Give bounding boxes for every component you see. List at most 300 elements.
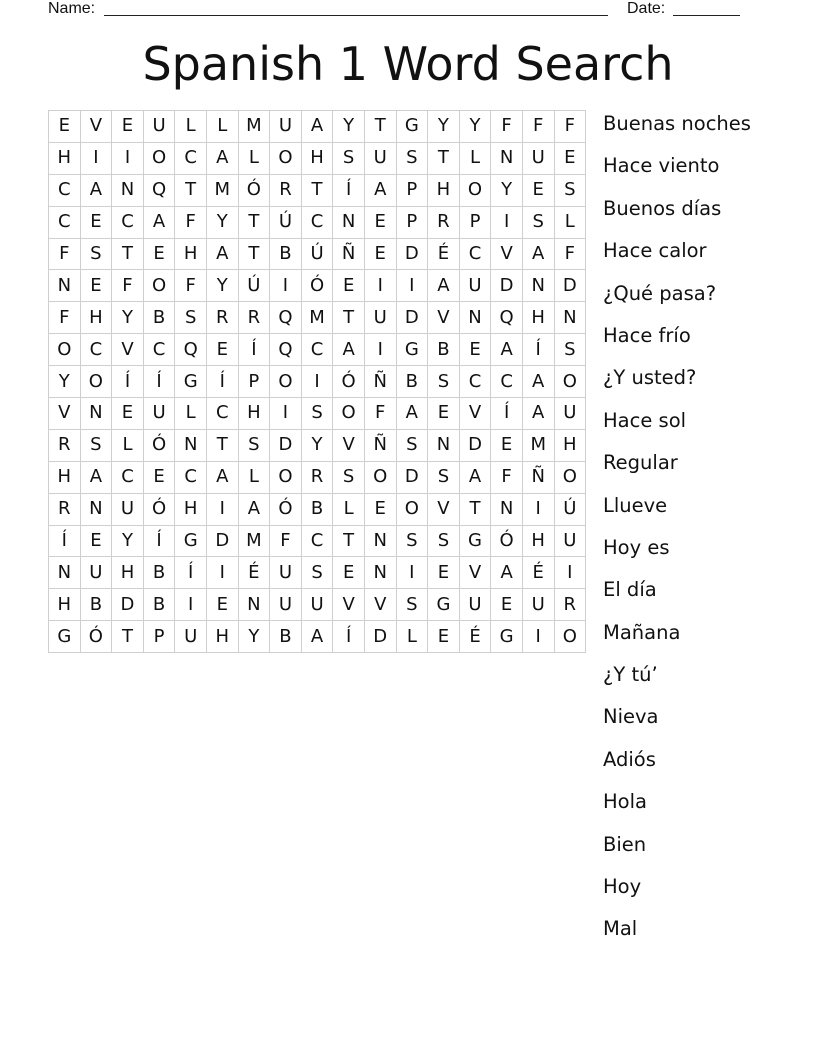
word-list-item: Regular	[603, 451, 678, 475]
grid-cell: H	[80, 302, 112, 334]
grid-cell: U	[143, 111, 175, 143]
grid-cell: U	[554, 398, 586, 430]
grid-cell: Ó	[80, 621, 112, 653]
grid-cell: C	[301, 334, 333, 366]
grid-cell: E	[364, 493, 396, 525]
grid-cell: C	[49, 174, 81, 206]
grid-cell: Í	[333, 174, 365, 206]
grid-cell: G	[175, 525, 207, 557]
grid-cell: S	[80, 429, 112, 461]
grid-cell: A	[333, 334, 365, 366]
grid-cell: P	[238, 366, 270, 398]
grid-cell: E	[80, 525, 112, 557]
grid-cell: N	[522, 270, 554, 302]
grid-cell: Ó	[301, 270, 333, 302]
grid-row	[49, 557, 586, 589]
grid-cell: O	[554, 461, 586, 493]
grid-cell: A	[522, 366, 554, 398]
grid-cell: T	[459, 493, 491, 525]
grid-cell: S	[175, 302, 207, 334]
grid-cell: S	[238, 429, 270, 461]
grid-cell: Q	[143, 174, 175, 206]
grid-cell: C	[112, 206, 144, 238]
grid-cell: E	[364, 238, 396, 270]
word-list-item: Hace calor	[603, 239, 707, 263]
grid-cell: O	[333, 398, 365, 430]
grid-cell: Y	[333, 111, 365, 143]
grid-cell: T	[333, 525, 365, 557]
grid-cell: I	[522, 493, 554, 525]
grid-cell: H	[428, 174, 460, 206]
grid-cell: E	[522, 174, 554, 206]
grid-cell: Í	[143, 525, 175, 557]
grid-cell: É	[522, 557, 554, 589]
grid-cell: H	[522, 302, 554, 334]
grid-cell: S	[333, 142, 365, 174]
grid-cell: Ú	[270, 206, 302, 238]
grid-cell: Í	[112, 366, 144, 398]
grid-cell: N	[459, 302, 491, 334]
grid-cell: C	[80, 334, 112, 366]
word-list	[603, 110, 751, 958]
grid-cell: M	[238, 111, 270, 143]
grid-cell: U	[301, 589, 333, 621]
grid-cell: U	[80, 557, 112, 589]
grid-cell: U	[364, 302, 396, 334]
word-list-item: Hace viento	[603, 154, 720, 178]
grid-cell: T	[175, 174, 207, 206]
grid-cell: D	[554, 270, 586, 302]
grid-cell: L	[112, 429, 144, 461]
grid-cell: Y	[49, 366, 81, 398]
grid-cell: G	[175, 366, 207, 398]
grid-cell: I	[301, 366, 333, 398]
grid-cell: G	[396, 111, 428, 143]
grid-cell: Ó	[238, 174, 270, 206]
grid-cell: H	[522, 525, 554, 557]
grid-row	[49, 302, 586, 334]
grid-cell: V	[364, 589, 396, 621]
grid-cell: Í	[206, 366, 238, 398]
word-list-item: Buenos días	[603, 196, 722, 220]
grid-cell: I	[206, 493, 238, 525]
grid-cell: Í	[333, 621, 365, 653]
grid-cell: D	[396, 461, 428, 493]
grid-cell: V	[428, 493, 460, 525]
grid-cell: N	[238, 589, 270, 621]
grid-cell: I	[112, 142, 144, 174]
grid-cell: A	[301, 111, 333, 143]
grid-cell: O	[49, 334, 81, 366]
grid-cell: R	[270, 174, 302, 206]
word-list-item: ¿Qué pasa?	[603, 281, 717, 305]
grid-cell: A	[238, 493, 270, 525]
grid-cell: A	[522, 238, 554, 270]
grid-row	[49, 270, 586, 302]
word-list-item: Hola	[603, 790, 647, 814]
grid-cell: H	[238, 398, 270, 430]
grid-cell: E	[428, 557, 460, 589]
grid-cell: M	[301, 302, 333, 334]
grid-cell: Y	[459, 111, 491, 143]
word-list-item: Hace sol	[603, 408, 687, 432]
grid-cell: B	[301, 493, 333, 525]
grid-cell: C	[112, 461, 144, 493]
grid-cell: B	[270, 238, 302, 270]
grid-cell: H	[49, 589, 81, 621]
grid-cell: N	[554, 302, 586, 334]
grid-cell: H	[112, 557, 144, 589]
grid-cell: R	[428, 206, 460, 238]
grid-cell: V	[333, 589, 365, 621]
grid-cell: I	[396, 557, 428, 589]
grid-cell: T	[112, 621, 144, 653]
grid-cell: Ú	[301, 238, 333, 270]
grid-cell: U	[554, 525, 586, 557]
grid-cell: C	[459, 366, 491, 398]
grid-cell: E	[143, 238, 175, 270]
grid-cell: Ú	[554, 493, 586, 525]
word-list-item: ¿Y usted?	[603, 366, 697, 390]
grid-cell: V	[459, 398, 491, 430]
grid-cell: S	[80, 238, 112, 270]
grid-cell: A	[206, 142, 238, 174]
grid-cell: H	[301, 142, 333, 174]
word-list-item: El día	[603, 578, 657, 602]
grid-cell: A	[491, 557, 523, 589]
grid-cell: C	[459, 238, 491, 270]
grid-cell: N	[80, 398, 112, 430]
grid-cell: E	[80, 206, 112, 238]
grid-cell: V	[333, 429, 365, 461]
grid-cell: V	[80, 111, 112, 143]
grid-cell: I	[364, 270, 396, 302]
grid-cell: D	[396, 302, 428, 334]
grid-cell: I	[364, 334, 396, 366]
grid-cell: R	[49, 493, 81, 525]
grid-cell: H	[175, 493, 207, 525]
grid-row	[49, 493, 586, 525]
grid-cell: F	[112, 270, 144, 302]
grid-cell: U	[364, 142, 396, 174]
grid-cell: Í	[522, 334, 554, 366]
grid-cell: N	[49, 270, 81, 302]
grid-cell: H	[49, 142, 81, 174]
grid-cell: N	[49, 557, 81, 589]
grid-cell: Y	[238, 621, 270, 653]
grid-cell: R	[206, 302, 238, 334]
grid-cell: B	[143, 557, 175, 589]
grid-cell: G	[459, 525, 491, 557]
word-list-item: Bien	[603, 832, 647, 856]
grid-cell: C	[143, 334, 175, 366]
grid-cell: G	[396, 334, 428, 366]
grid-cell: C	[491, 366, 523, 398]
grid-cell: E	[333, 270, 365, 302]
grid-cell: F	[364, 398, 396, 430]
grid-row	[49, 429, 586, 461]
grid-cell: A	[143, 206, 175, 238]
grid-cell: A	[459, 461, 491, 493]
date-blank-line	[673, 15, 740, 16]
grid-cell: F	[175, 270, 207, 302]
grid-cell: U	[143, 398, 175, 430]
grid-cell: T	[238, 206, 270, 238]
grid-cell: A	[491, 334, 523, 366]
grid-cell: Y	[112, 525, 144, 557]
grid-cell: Q	[270, 334, 302, 366]
grid-cell: M	[238, 525, 270, 557]
grid-cell: P	[396, 206, 428, 238]
grid-cell: D	[491, 270, 523, 302]
grid-cell: S	[428, 525, 460, 557]
name-label: Name:	[48, 0, 96, 17]
grid-cell: S	[554, 334, 586, 366]
grid-cell: V	[112, 334, 144, 366]
name-blank-line	[104, 15, 608, 16]
grid-row	[49, 334, 586, 366]
page-title: Spanish 1 Word Search	[142, 37, 674, 91]
grid-cell: C	[175, 461, 207, 493]
grid-cell: B	[396, 366, 428, 398]
grid-cell: O	[554, 366, 586, 398]
grid-cell: C	[49, 206, 81, 238]
grid-cell: N	[333, 206, 365, 238]
grid-cell: Ó	[333, 366, 365, 398]
grid-cell: Ó	[491, 525, 523, 557]
grid-cell: F	[491, 461, 523, 493]
grid-cell: I	[80, 142, 112, 174]
grid-cell: E	[206, 589, 238, 621]
grid-cell: Ó	[270, 493, 302, 525]
grid-cell: T	[238, 238, 270, 270]
grid-cell: N	[364, 525, 396, 557]
grid-cell: É	[428, 238, 460, 270]
grid-cell: L	[333, 493, 365, 525]
grid-cell: F	[270, 525, 302, 557]
grid-cell: L	[238, 142, 270, 174]
grid-cell: B	[80, 589, 112, 621]
grid-cell: S	[428, 366, 460, 398]
grid-cell: P	[459, 206, 491, 238]
grid-cell: E	[428, 398, 460, 430]
grid-cell: É	[238, 557, 270, 589]
grid-cell: É	[459, 621, 491, 653]
grid-cell: M	[206, 174, 238, 206]
grid-cell: A	[428, 270, 460, 302]
grid-cell: I	[522, 621, 554, 653]
grid-cell: Í	[49, 525, 81, 557]
word-list-item: ¿Y tú’	[603, 663, 658, 687]
grid-row	[49, 398, 586, 430]
grid-cell: U	[459, 589, 491, 621]
word-list-item: Mañana	[603, 620, 681, 644]
grid-cell: G	[49, 621, 81, 653]
grid-cell: Q	[270, 302, 302, 334]
grid-cell: B	[428, 334, 460, 366]
grid-cell: F	[49, 238, 81, 270]
grid-cell: I	[270, 398, 302, 430]
grid-cell: V	[459, 557, 491, 589]
grid-cell: O	[143, 142, 175, 174]
grid-row	[49, 589, 586, 621]
grid-cell: P	[396, 174, 428, 206]
grid-cell: A	[80, 174, 112, 206]
grid-row	[49, 461, 586, 493]
grid-cell: H	[49, 461, 81, 493]
grid-cell: Ñ	[333, 238, 365, 270]
grid-cell: F	[491, 111, 523, 143]
grid-cell: R	[554, 589, 586, 621]
grid-cell: L	[554, 206, 586, 238]
grid-cell: P	[143, 621, 175, 653]
grid-cell: U	[270, 557, 302, 589]
grid-cell: C	[301, 206, 333, 238]
grid-cell: E	[143, 461, 175, 493]
grid-cell: E	[206, 334, 238, 366]
grid-cell: Y	[206, 206, 238, 238]
grid-cell: H	[175, 238, 207, 270]
grid-cell: Í	[238, 334, 270, 366]
grid-cell: A	[206, 461, 238, 493]
word-list-item: Llueve	[603, 493, 668, 517]
grid-cell: Y	[206, 270, 238, 302]
grid-cell: Ñ	[364, 429, 396, 461]
grid-cell: M	[522, 429, 554, 461]
grid-cell: G	[491, 621, 523, 653]
grid-cell: A	[80, 461, 112, 493]
grid-cell: T	[112, 238, 144, 270]
grid-cell: E	[491, 589, 523, 621]
word-list-item: Hoy es	[603, 535, 670, 559]
grid-cell: O	[270, 461, 302, 493]
grid-cell: F	[554, 111, 586, 143]
grid-cell: L	[175, 111, 207, 143]
grid-cell: S	[396, 429, 428, 461]
grid-cell: Ú	[238, 270, 270, 302]
grid-cell: Í	[491, 398, 523, 430]
grid-cell: Ñ	[522, 461, 554, 493]
grid-cell: A	[301, 621, 333, 653]
grid-row	[49, 621, 586, 653]
grid-row	[49, 525, 586, 557]
grid-cell: U	[175, 621, 207, 653]
grid-cell: S	[428, 461, 460, 493]
grid-cell: B	[143, 302, 175, 334]
grid-row	[49, 366, 586, 398]
grid-cell: C	[301, 525, 333, 557]
grid-cell: E	[459, 334, 491, 366]
grid-cell: L	[459, 142, 491, 174]
grid-cell: L	[206, 111, 238, 143]
word-list-item: Hoy	[603, 875, 642, 899]
grid-cell: C	[175, 142, 207, 174]
grid-cell: R	[238, 302, 270, 334]
word-list-item: Hace frío	[603, 323, 691, 347]
grid-cell: S	[301, 557, 333, 589]
grid-cell: N	[491, 142, 523, 174]
grid-cell: O	[80, 366, 112, 398]
grid-cell: E	[112, 398, 144, 430]
grid-cell: A	[206, 238, 238, 270]
grid-cell: I	[206, 557, 238, 589]
grid-cell: L	[396, 621, 428, 653]
word-list-item: Buenas noches	[603, 112, 751, 135]
grid-cell: E	[80, 270, 112, 302]
grid-cell: T	[206, 429, 238, 461]
grid-cell: N	[428, 429, 460, 461]
grid-cell: U	[522, 589, 554, 621]
grid-cell: Í	[175, 557, 207, 589]
grid-cell: Q	[175, 334, 207, 366]
grid-row	[49, 142, 586, 174]
grid-cell: I	[270, 270, 302, 302]
grid-row	[49, 111, 586, 143]
grid-cell: F	[522, 111, 554, 143]
grid-cell: D	[112, 589, 144, 621]
grid-cell: F	[49, 302, 81, 334]
grid-cell: T	[364, 111, 396, 143]
word-list-item: Adiós	[603, 747, 656, 771]
grid-cell: S	[554, 174, 586, 206]
grid-cell: Y	[428, 111, 460, 143]
grid-cell: D	[206, 525, 238, 557]
grid-cell: O	[143, 270, 175, 302]
grid-cell: N	[491, 493, 523, 525]
grid-cell: T	[333, 302, 365, 334]
grid-cell: Ñ	[364, 366, 396, 398]
grid-cell: R	[49, 429, 81, 461]
grid-cell: E	[112, 111, 144, 143]
grid-cell: S	[522, 206, 554, 238]
grid-cell: S	[333, 461, 365, 493]
grid-cell: T	[428, 142, 460, 174]
grid-cell: R	[301, 461, 333, 493]
grid-cell: Y	[491, 174, 523, 206]
grid-cell: E	[428, 621, 460, 653]
word-search-grid	[48, 110, 586, 653]
grid-cell: E	[49, 111, 81, 143]
grid-cell: U	[459, 270, 491, 302]
grid-cell: O	[364, 461, 396, 493]
grid-cell: U	[112, 493, 144, 525]
grid-cell: U	[522, 142, 554, 174]
grid-cell: I	[175, 589, 207, 621]
grid-cell: N	[175, 429, 207, 461]
grid-row	[49, 174, 586, 206]
grid-cell: B	[270, 621, 302, 653]
grid-cell: N	[364, 557, 396, 589]
grid-cell: S	[301, 398, 333, 430]
grid-cell: L	[175, 398, 207, 430]
grid-cell: B	[143, 589, 175, 621]
grid-cell: F	[175, 206, 207, 238]
grid-cell: V	[491, 238, 523, 270]
grid-cell: H	[206, 621, 238, 653]
grid-cell: Í	[143, 366, 175, 398]
grid-cell: E	[364, 206, 396, 238]
grid-cell: I	[491, 206, 523, 238]
date-label: Date:	[627, 0, 666, 17]
grid-cell: C	[206, 398, 238, 430]
grid-cell: F	[554, 238, 586, 270]
grid-cell: D	[270, 429, 302, 461]
grid-cell: Y	[301, 429, 333, 461]
grid-cell: L	[238, 461, 270, 493]
grid-cell: I	[554, 557, 586, 589]
grid-cell: Q	[491, 302, 523, 334]
grid-cell: Y	[112, 302, 144, 334]
